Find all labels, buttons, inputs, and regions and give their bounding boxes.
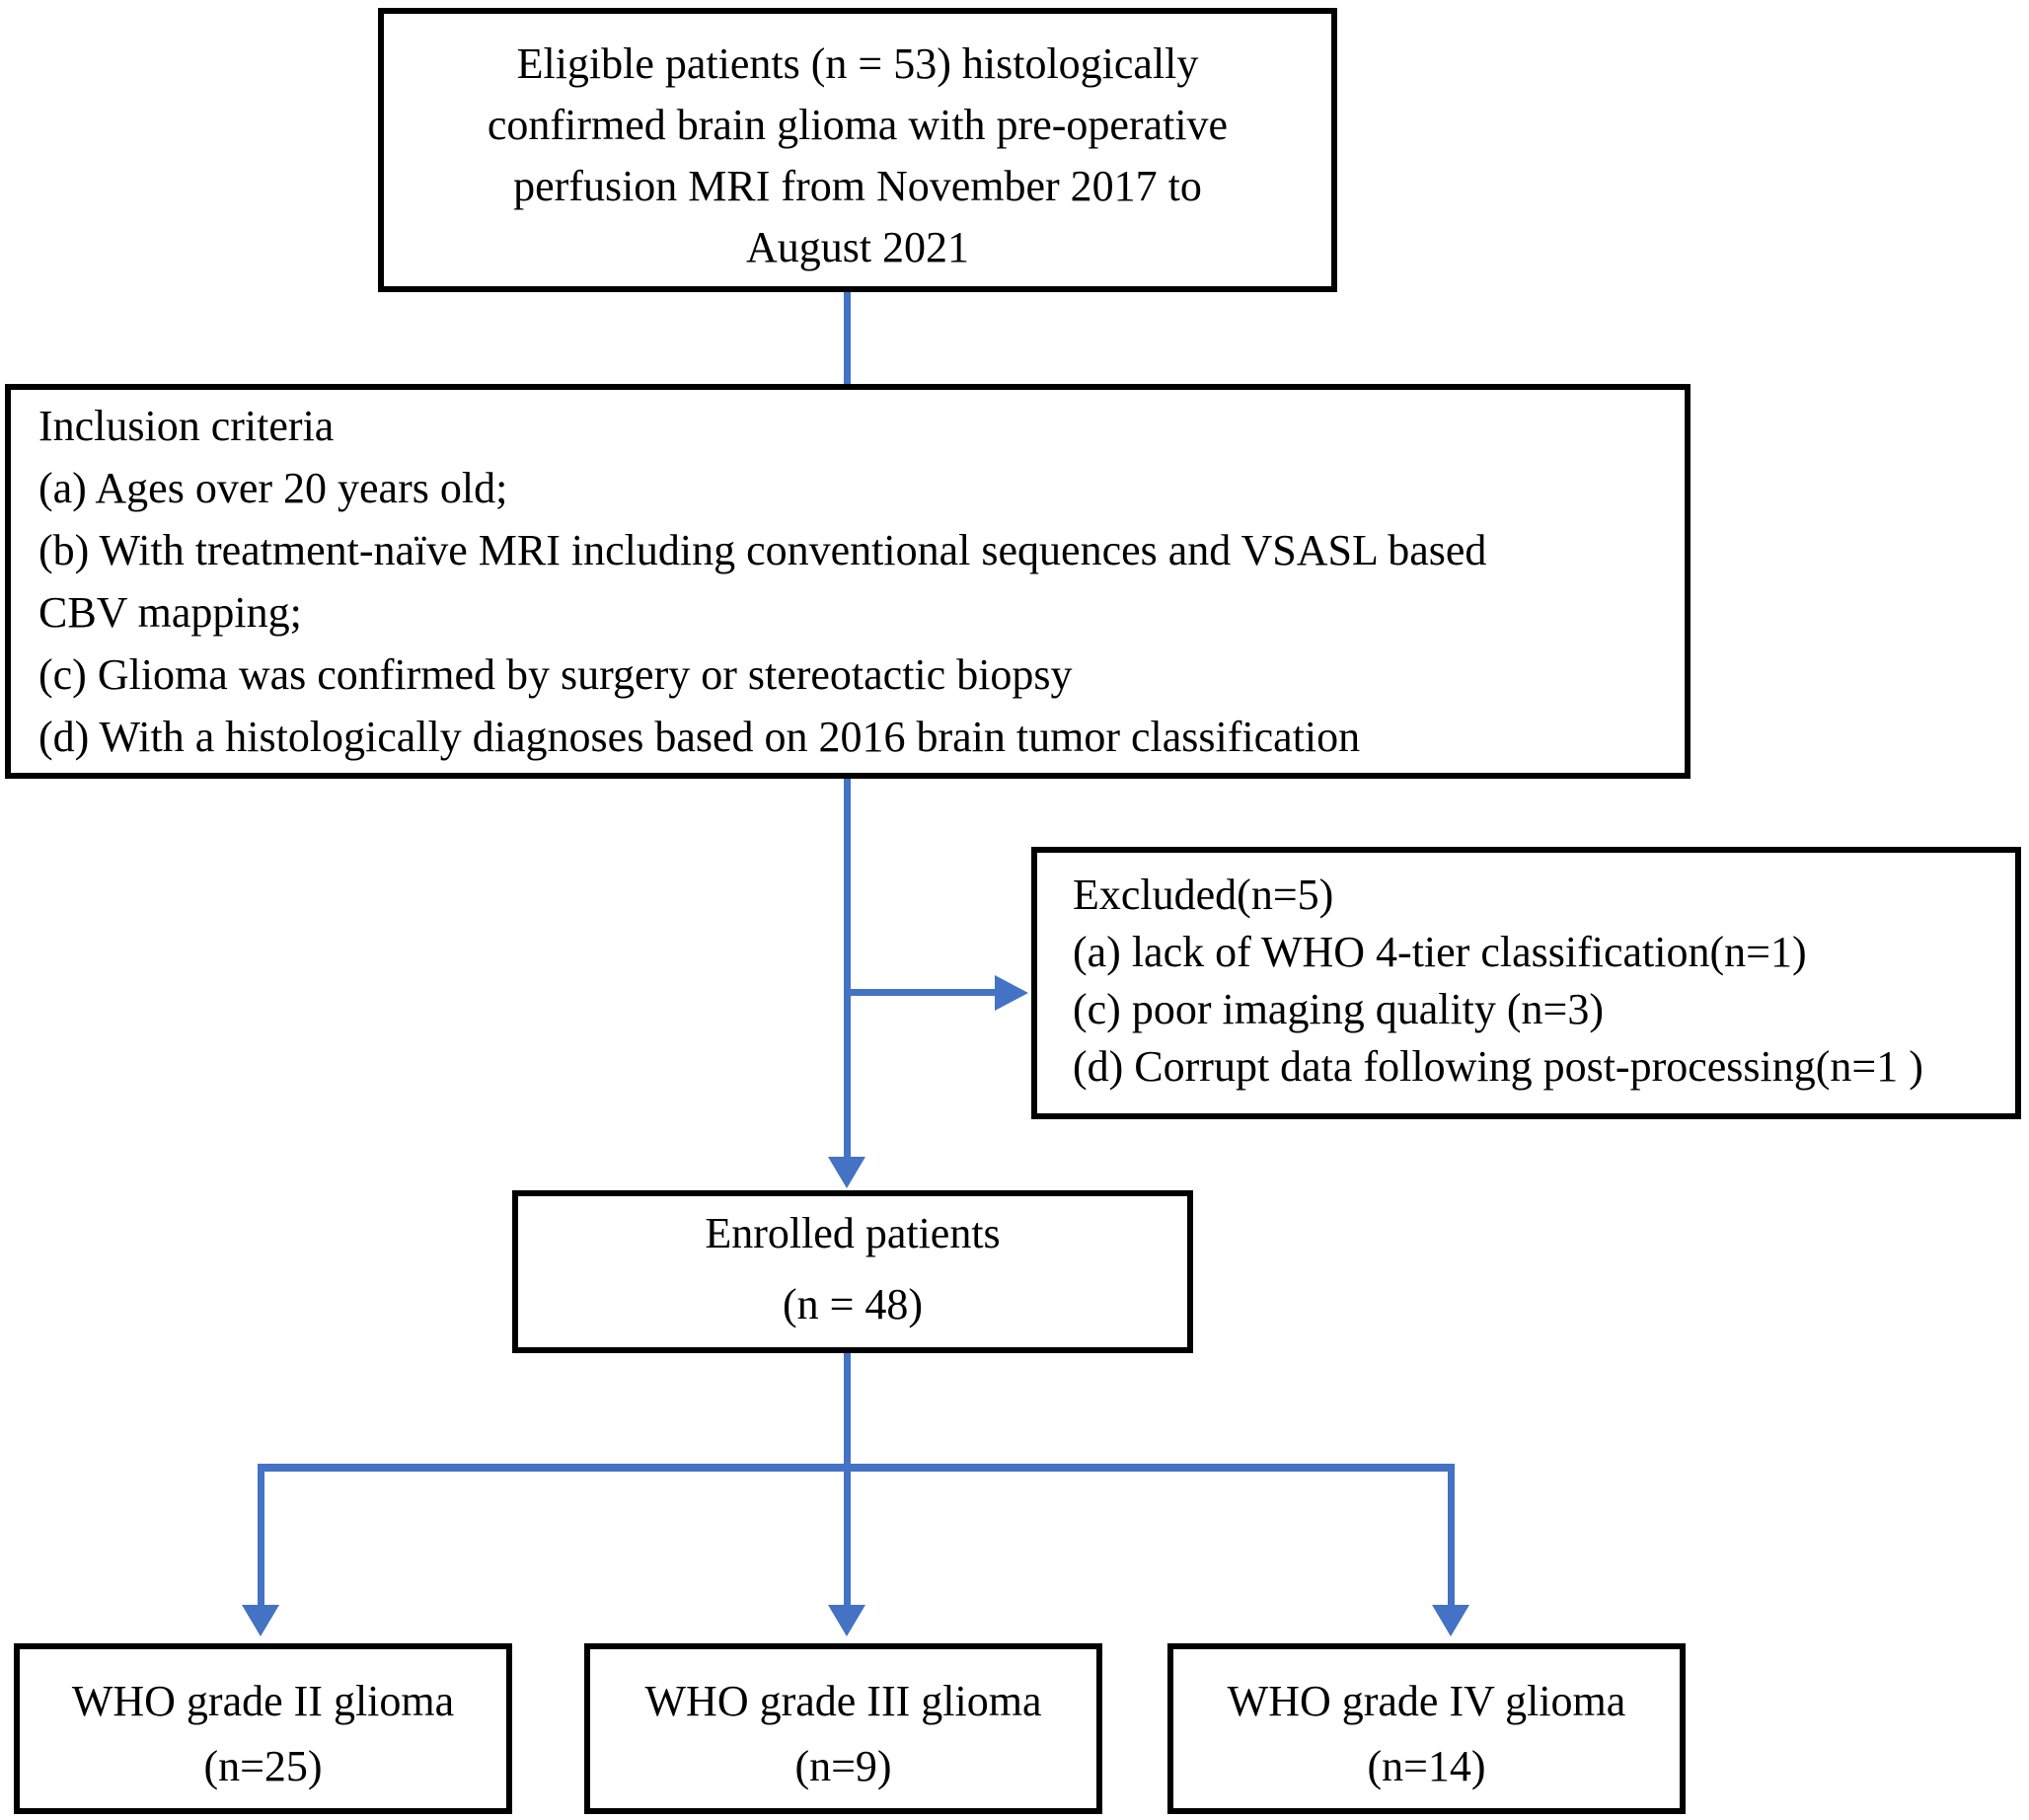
inclusion-line-2: (a) Ages over 20 years old; [38, 464, 508, 512]
enrolled-line-2: (n = 48) [782, 1280, 924, 1328]
inclusion-criteria-box [5, 384, 1691, 779]
inclusion-line-1: Inclusion criteria [38, 402, 335, 450]
excluded-line-4: (d) Corrupt data following post-processing(n=1 ) [1073, 1042, 1923, 1091]
arrowhead-down-grade3-icon [828, 1605, 865, 1636]
grade3-line-1: WHO grade III glioma [644, 1677, 1042, 1725]
inclusion-line-5: (c) Glioma was confirmed by surgery or stereotactic biopsy [38, 650, 1073, 699]
grade4-line-1: WHO grade IV glioma [1227, 1677, 1626, 1725]
branch-left-line [258, 1464, 264, 1607]
branch-horizontal-line [258, 1464, 1455, 1472]
connector-enrolled-to-branch [844, 1353, 851, 1471]
grade3-line-2: (n=9) [794, 1742, 892, 1790]
eligible-line-2: confirmed brain glioma with pre-operative [487, 101, 1229, 149]
enrolled-line-1: Enrolled patients [705, 1209, 1001, 1257]
connector-eligible-to-inclusion [844, 292, 851, 385]
excluded-line-3: (c) poor imaging quality (n=3) [1073, 985, 1605, 1033]
eligible-line-4: August 2021 [745, 223, 970, 271]
eligible-line-1: Eligible patients (n = 53) histologically [516, 39, 1199, 88]
excluded-box [1031, 847, 2021, 1119]
connector-inclusion-to-enrolled-line [844, 779, 851, 1157]
who-grade-3-box [584, 1643, 1102, 1814]
who-grade-4-box [1167, 1643, 1686, 1814]
inclusion-line-6: (d) With a histologically diagnoses based on 2016 brain tumor classification [38, 713, 1361, 761]
branch-middle-line [844, 1472, 851, 1607]
arrowhead-down-grade2-icon [242, 1605, 279, 1636]
eligible-line-3: perfusion MRI from November 2017 to [513, 162, 1202, 210]
eligible-patients-box [378, 8, 1337, 292]
who-grade-2-box [14, 1643, 512, 1814]
branch-right-line [1448, 1464, 1455, 1607]
enrolled-patients-box [512, 1190, 1193, 1353]
excluded-line-2: (a) lack of WHO 4-tier classification(n=1) [1073, 928, 1807, 976]
inclusion-line-4: CBV mapping; [38, 588, 302, 637]
grade4-line-2: (n=14) [1367, 1742, 1486, 1790]
excluded-line-1: Excluded(n=5) [1073, 871, 1334, 919]
arrowhead-down-grade4-icon [1432, 1605, 1469, 1636]
arrowhead-down-enrolled-icon [828, 1157, 865, 1188]
grade2-line-1: WHO grade II glioma [71, 1677, 455, 1725]
arrowhead-right-excluded-icon [995, 975, 1028, 1011]
connector-to-excluded-line [844, 989, 995, 996]
inclusion-line-3: (b) With treatment-naïve MRI including conventional sequences and VSASL based [38, 526, 1487, 574]
grade2-line-2: (n=25) [203, 1742, 323, 1790]
